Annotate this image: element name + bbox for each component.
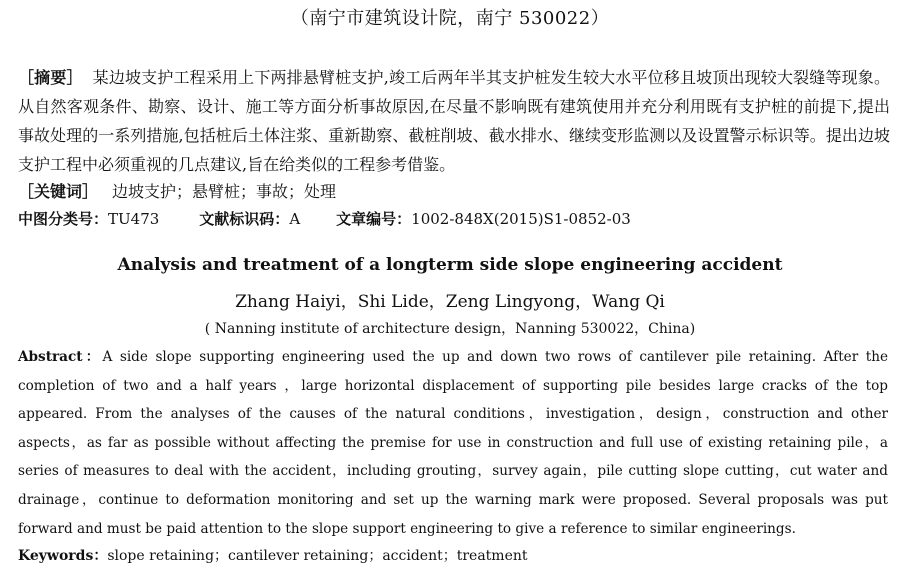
english-keywords-text: slope retaining；cantilever retaining；accident；treatment [107,548,528,564]
classification-line [18,205,631,233]
english-abstract-label: Abstract： [18,349,103,365]
english-abstract [18,343,888,543]
article-no-value: 1002-848X(2015)S1-0852-03 [411,210,631,228]
english-affiliation: ( Nanning institute of architecture design，Nanning 530022，China) [204,321,696,337]
english-keywords [18,542,888,570]
chinese-keywords-text: 边坡支护；悬臂桩；事故；处理 [112,182,337,201]
doc-code-value: A [289,210,301,228]
chinese-abstract-text: 某边坡支护工程采用上下两排悬臂桩支护,竣工后两年半其支护桩发生较大水平位移且坡顶出现较大裂缝等现象。从自然客观条件、勘察、设计、施工等方面分析事故原因,在尽量不影响既有建筑使用并充分利用既有支护桩的前提下,提出事故处理的一系列措施,包括桩后土体注浆、重新勘察、截桩削坡、截水排水、继续变形监测以及设置警示标识等。提出边坡支护工程中必须重视的几点建议,旨在给类似的工程参考借鉴。 [18,68,890,174]
clc-value: TU473 [108,210,160,228]
chinese-abstract-label: ［摘要］ [18,68,83,87]
chinese-abstract [18,63,890,179]
doc-code-label: 文献标识码： [199,210,290,228]
english-abstract-text: A side slope supporting engineering used the up and down two rows of cantilever pile retaining. After the completion of two and a half years ，large horizontal displacement of supporting pile besides large cracks of the top appeared. From the analyses of the causes of the natural conditions，investigation，design，construction and other aspects，as far as possible without affecting the premise for use in construction and full use of existing retaining pile，a series of measures to deal with the accident，including grouting，survey again，pile cutting slope cutting，cut water and drainage，continue to deformation monitoring and set up the warning mark were proposed. Several proposals was put forward and must be paid attention to the slope support engineering to give a reference to similar engineerings. [18,349,889,537]
article-no-label: 文章编号： [336,210,412,228]
english-keywords-label: Keywords： [18,548,108,564]
chinese-affiliation: （南宁市建筑设计院，南宁 530022） [290,8,610,29]
english-authors: Zhang Haiyi，Shi Lide，Zeng Lingyong，Wang Qi [235,292,665,312]
chinese-keywords-label: ［关键词］ [18,182,99,201]
clc-label: 中图分类号： [18,210,109,228]
english-title: Analysis and treatment of a longterm side slope engineering accident [117,255,783,275]
chinese-keywords [18,177,890,206]
